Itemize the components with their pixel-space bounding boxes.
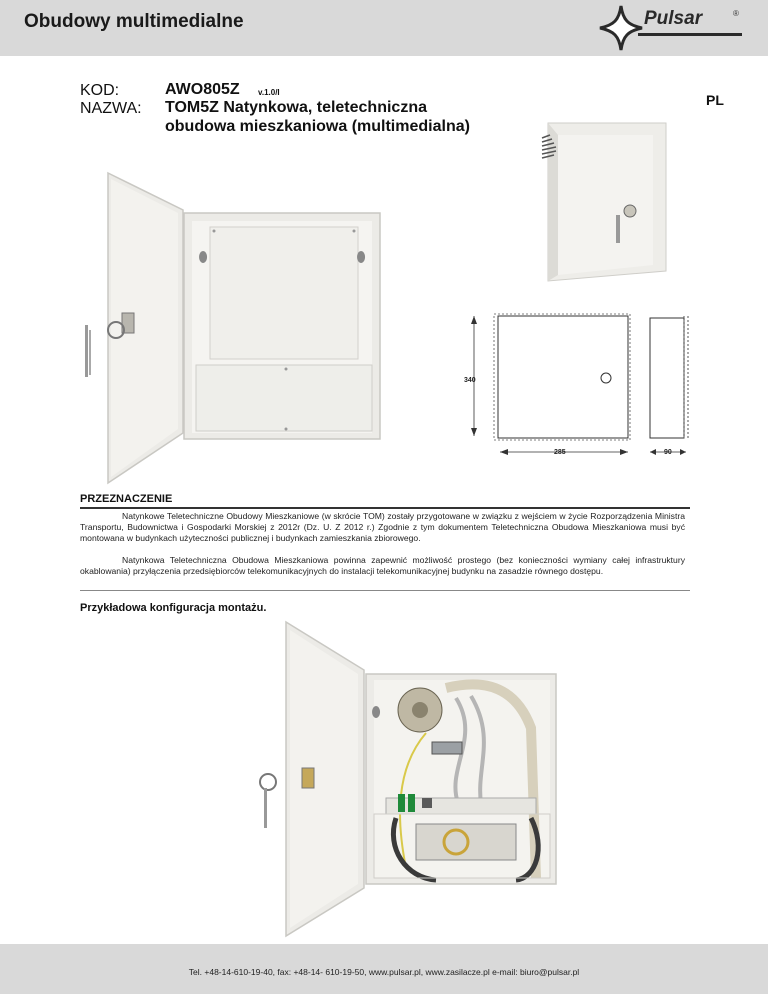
registered-mark: ®	[733, 9, 739, 18]
section-divider	[80, 590, 690, 591]
star-logo-icon	[598, 4, 644, 52]
purpose-paragraph-2: Natynkowa Teletechniczna Obudowa Mieszkaniowa powinna zapewnić możliwość prostego (bez konieczności wymiany całej infrastruktury okablowania) przyłączenia przedsiębiorców telekomunikacyjnych do instalacji telekomunikacyjnej budynku na zasadzie równego dostępu.	[80, 555, 685, 576]
header-title: Obudowy multimedialne	[24, 11, 244, 32]
pulsar-logo	[598, 4, 748, 52]
closed-cabinet-photo	[538, 123, 678, 283]
name-line-2: obudowa mieszkaniowa (multimedialna)	[165, 118, 470, 135]
example-title: Przykładowa konfiguracja montażu.	[80, 602, 267, 614]
version-label: v.1.0/I	[258, 88, 280, 97]
code-label: KOD:	[80, 82, 120, 99]
page-header	[0, 0, 768, 56]
dimension-width: 285	[554, 449, 566, 456]
footer-contact: Tel. +48-14-610-19-40, fax: +48-14- 610-19-50, www.pulsar.pl, www.zasilacze.pl e-mail: biuro@pulsar.pl	[188, 967, 580, 977]
dimension-height: 340	[464, 377, 476, 384]
language-badge: PL	[706, 92, 724, 108]
purpose-paragraph-1: Natynkowe Teletechniczne Obudowy Mieszkaniowe (w skrócie TOM) zostały przygotowane w związku z wejściem w życie Rozporządzenia Ministra Transportu, Budownictwa i Gospodarki Morskiej z 2012r (Dz. U. Z 2012 r.) Zgodnie z tym dokumentem Teletechniczna Obudowa Mieszkaniowa musi być montowana w budynkach użyteczności publicznej i budynkach zamieszkania zbiorowego.	[80, 511, 685, 543]
purpose-title: PRZEZNACZENIE	[80, 493, 173, 505]
open-cabinet-photo	[78, 165, 378, 485]
code-value: AWO805Z	[165, 81, 240, 98]
purpose-rule	[80, 507, 690, 509]
name-line-1: TOM5Z Natynkowa, teletechniczna	[165, 99, 427, 116]
logo-wordmark: Pulsar	[644, 8, 703, 29]
dimension-depth: 90	[664, 449, 672, 456]
mounting-example-photo	[246, 618, 566, 938]
name-label: NAZWA:	[80, 100, 142, 117]
side-view-drawing	[646, 312, 706, 462]
logo-underline	[638, 33, 742, 36]
page-footer	[0, 944, 768, 994]
front-view-drawing	[460, 312, 660, 462]
